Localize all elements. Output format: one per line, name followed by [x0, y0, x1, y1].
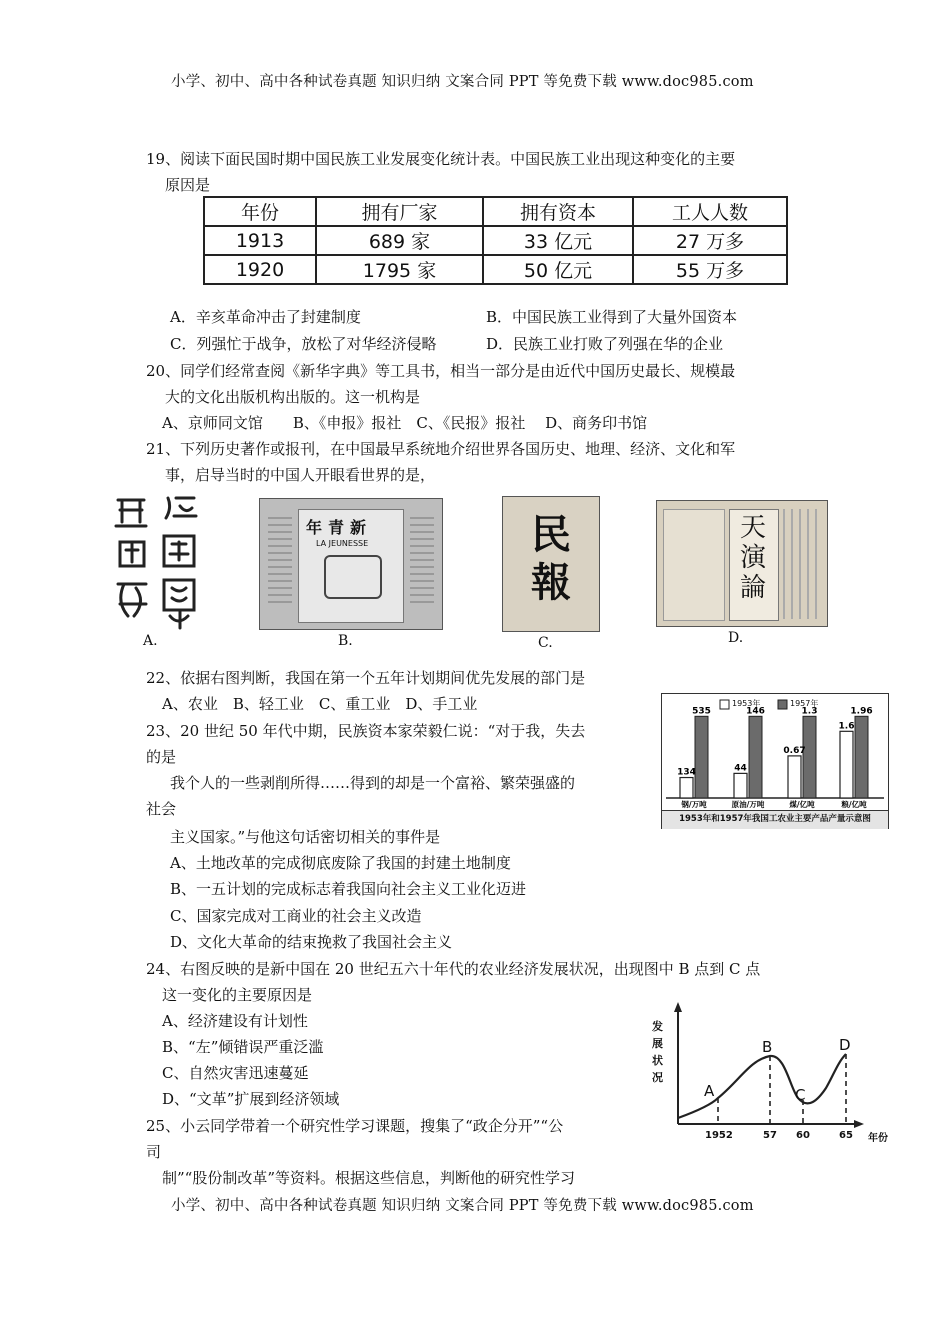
curve-x-label: 年份: [868, 1133, 888, 1144]
bar-chart-caption: 1953年和1957年我国工农业主要产品产量示意图: [679, 814, 871, 824]
tick-1952: 1952: [705, 1130, 733, 1141]
q19-stats-table: [203, 196, 788, 285]
bar-value-label-1957: 535: [692, 706, 711, 717]
q22-options: A、农业 B、轻工业 C、重工业 D、手工业: [162, 695, 478, 713]
q20-stem-line2: 大的文化出版机构出版的。这一机构是: [165, 388, 421, 406]
q21-stem-line2: 事，启导当时的中国人开眼看世界的是，: [165, 466, 436, 484]
production-bar-chart: [661, 693, 889, 829]
page-header: 小学、初中、高中各种试卷真题 知识归纳 文案合同 PPT 等免费下载 www.doc985.com: [171, 74, 754, 90]
bar-1953: [734, 773, 747, 798]
q21-image-b-title: 年青新: [306, 518, 373, 537]
legend-swatch-1953: [720, 700, 729, 709]
table-header-row: [204, 197, 787, 226]
bar-category-label: 粮/亿吨: [841, 800, 867, 809]
bar-1957: [695, 716, 708, 798]
q21-image-c-text: 民報: [531, 511, 571, 606]
bar-1957: [855, 716, 868, 798]
q21-caption-d: D.: [728, 630, 744, 646]
q25-stem-line2: 司: [146, 1143, 162, 1161]
legend-1953-label: 1953年: [732, 699, 761, 708]
q23-stem-line2: 的是: [146, 748, 177, 766]
y-axis-arrow: [674, 1002, 682, 1012]
y-label-char: 展: [652, 1037, 663, 1050]
legend-1957: [790, 698, 818, 709]
q24-option-d: D、“文革”扩展到经济领域: [162, 1090, 340, 1108]
tick-65: 65: [839, 1130, 853, 1141]
table-cell: 689 家: [316, 226, 483, 255]
page-footer: 小学、初中、高中各种试卷真题 知识归纳 文案合同 PPT 等免费下载 www.doc985.com: [171, 1198, 754, 1214]
table-row: [204, 255, 787, 284]
q19-option-c: C．列强忙于战争，放松了对华经济侵略: [170, 335, 437, 353]
q19-option-a: A．辛亥革命冲击了封建制度: [170, 308, 361, 326]
table-cell: 1795 家: [316, 255, 483, 284]
y-label-char: 状: [652, 1054, 663, 1067]
table-cell: 1920: [204, 255, 316, 284]
q24-stem-line1: 24、右图反映的是新中国在 20 世纪五六十年代的农业经济发展状况，出现图中 B 点到 C 点: [146, 960, 761, 978]
q24-option-c: C、自然灾害迅速蔓延: [162, 1064, 309, 1082]
point-label-d: D: [839, 1036, 851, 1054]
legend-1957-label: 1957年: [790, 699, 819, 708]
q21-image-c-min-bao: [502, 496, 600, 632]
point-label-c: C: [795, 1086, 806, 1104]
q23-stem-line4: 社会: [146, 800, 177, 818]
bar-1953: [788, 756, 801, 798]
table-cell: 1913: [204, 226, 316, 255]
q20-options: A、京师同文馆 B、《申报》报社 C、《民报》报社 D、商务印书馆: [162, 414, 648, 432]
q19-option-b: B．中国民族工业得到了大量外国资本: [486, 308, 738, 326]
bar-1953: [680, 778, 693, 798]
q19-option-d: D．民族工业打败了列强在华的企业: [486, 335, 724, 353]
bar-1953: [840, 731, 853, 798]
point-label-b: B: [762, 1038, 773, 1056]
bar-value-label-1953: 0.67: [783, 745, 806, 756]
table-header-cell: 拥有厂家: [316, 197, 483, 226]
tick-60: 60: [796, 1130, 810, 1141]
table-header-cell: 工人人数: [633, 197, 787, 226]
q23-stem-line5: 主义国家。”与他这句话密切相关的事件是: [170, 828, 441, 846]
q21-image-b-subtitle: LA JEUNESSE: [316, 539, 369, 548]
q25-stem-line1: 25、小云同学带着一个研究性学习课题，搜集了“政企分开”“公: [146, 1117, 564, 1135]
legend-1953: [732, 698, 760, 709]
q25-stem-line3: 制”“股份制改革”等资料。根据这些信息，判断他的研究性学习: [162, 1169, 576, 1187]
q21-image-d-text: 天演論: [739, 513, 766, 603]
table-cell: 27 万多: [633, 226, 787, 255]
table-cell: 50 亿元: [483, 255, 633, 284]
q20-stem-line1: 20、同学们经常查阅《新华字典》等工具书，相当一部分是由近代中国历史最长、规模最: [146, 362, 736, 380]
legend-swatch-1957: [778, 700, 787, 709]
tick-57: 57: [763, 1130, 777, 1141]
bar-category-label: 原油/万吨: [731, 800, 765, 809]
bar-value-label-1957: 1.96: [850, 706, 873, 717]
x-axis-arrow: [854, 1120, 864, 1128]
agri-development-curve: [650, 1000, 900, 1150]
q19-stem-line1: 19、阅读下面民国时期中国民族工业发展变化统计表。中国民族工业出现这种变化的主要: [146, 150, 736, 168]
q21-image-a-seal-script: [110, 492, 200, 630]
q21-caption-c: C.: [538, 635, 553, 651]
bar-value-label-1957: 146: [746, 706, 765, 717]
q23-option-d: D、文化大革命的结束挽救了我国社会主义: [170, 933, 453, 951]
q24-stem-line2: 这一变化的主要原因是: [162, 986, 313, 1004]
bar-category-label: 钢/万吨: [681, 800, 707, 809]
y-label-char: 发: [652, 1020, 663, 1033]
q23-stem-line3: 我个人的一些剥削所得……得到的却是一个富裕、繁荣强盛的: [170, 774, 576, 792]
q19-stem-line2: 原因是: [165, 176, 211, 194]
q21-stem-line1: 21、下列历史著作或报刊，在中国最早系统地介绍世界各国历史、地理、经济、文化和军: [146, 440, 736, 458]
bar-value-label-1953: 44: [734, 763, 747, 774]
y-label-char: 况: [652, 1071, 663, 1084]
q23-option-b: B、一五计划的完成标志着我国向社会主义工业化迈进: [170, 880, 527, 898]
q21-caption-a: A.: [143, 633, 158, 649]
bar-value-label-1957: 1.3: [801, 706, 818, 717]
q21-caption-b: B.: [338, 633, 353, 649]
table-cell: 55 万多: [633, 255, 787, 284]
curve-y-label: [652, 1018, 670, 1086]
q24-option-b: B、“左”倾错误严重泛滥: [162, 1038, 324, 1056]
q21-image-b-new-youth: [259, 498, 443, 630]
bar-1957: [803, 716, 816, 798]
q24-option-a: A、经济建设有计划性: [162, 1012, 308, 1030]
q21-image-d-tianyanlun: [656, 500, 828, 627]
bar-1957: [749, 716, 762, 798]
bar-value-label-1953: 1.6: [838, 721, 855, 732]
table-header-cell: 拥有资本: [483, 197, 633, 226]
table-header-cell: 年份: [204, 197, 316, 226]
bar-category-label: 煤/亿吨: [789, 800, 815, 809]
table-cell: 33 亿元: [483, 226, 633, 255]
table-row: [204, 226, 787, 255]
q22-stem: 22、依据右图判断，我国在第一个五年计划期间优先发展的部门是: [146, 669, 586, 687]
q23-option-c: C、国家完成对工商业的社会主义改造: [170, 907, 422, 925]
q23-option-a: A、土地改革的完成彻底废除了我国的封建土地制度: [170, 854, 511, 872]
point-label-a: A: [704, 1082, 715, 1100]
q23-stem-line1: 23、20 世纪 50 年代中期，民族资本家荣毅仁说：“对于我，失去: [146, 722, 586, 740]
bar-value-label-1953: 134: [677, 767, 696, 778]
